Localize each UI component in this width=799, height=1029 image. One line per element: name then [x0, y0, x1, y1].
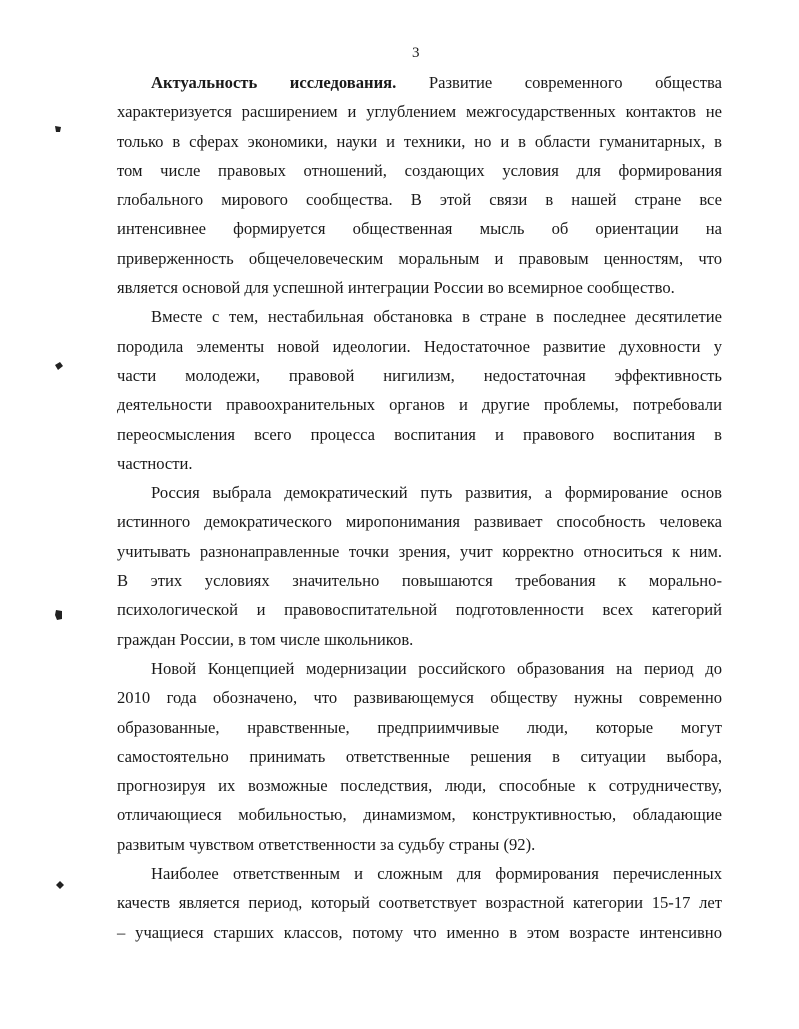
paragraph-line: В этих условиях значительно повышаются требования к морально-	[117, 571, 722, 591]
paragraph-line: части молодежи, правовой нигилизм, недостаточная эффективность	[117, 365, 722, 385]
paragraph-line: – учащиеся старших классов, потому что именно в этом возрасте интенсивно	[117, 922, 722, 942]
paragraph-line: качеств является период, который соответствует возрастной категории 15-17 лет	[117, 893, 722, 913]
paragraph-line: Новой Концепцией модернизации российского образования на период до	[151, 658, 722, 678]
margin-mark-1	[53, 124, 63, 134]
paragraph-line: Актуальность исследования. Развитие современного общества	[151, 73, 722, 92]
paragraph-line: учитывать разнонаправленные точки зрения, учит корректно относиться к ним.	[117, 541, 722, 561]
paragraph-line: глобального мирового сообщества. В этой связи в нашей стране все	[117, 190, 722, 210]
paragraph-line: Наиболее ответственным и сложным для формирования перечисленных	[151, 864, 722, 884]
paragraph-line: переосмысления всего процесса воспитания и правового воспитания в	[117, 424, 722, 444]
paragraph-line: образованные, нравственные, предприимчивые люди, которые могут	[117, 717, 722, 737]
paragraph-line: приверженность общечеловеческим моральным и правовым ценностям, что	[117, 248, 722, 268]
margin-mark-3	[54, 609, 64, 619]
body-text	[117, 68, 722, 947]
paragraph-line: развитым чувством ответственности за судьбу страны (92).	[117, 834, 536, 854]
paragraph-line: отличающиеся мобильностью, динамизмом, конструктивностью, обладающие	[117, 805, 722, 825]
paragraph-line: граждан России, в том числе школьников.	[117, 629, 414, 649]
paragraph-line: интенсивнее формируется общественная мысль об ориентации на	[117, 219, 722, 239]
paragraph-line: истинного демократического миропонимания развивает способность человека	[117, 512, 722, 532]
paragraph-line: только в сферах экономики, науки и техники, но и в области гуманитарных, в	[117, 131, 722, 151]
paragraph-1	[117, 68, 722, 302]
paragraph-line: Россия выбрала демократический путь развития, а формирование основ	[151, 483, 722, 503]
margin-mark-4	[55, 880, 65, 890]
lead-heading: Актуальность исследования.	[151, 73, 397, 92]
paragraph-line: является основой для успешной интеграции России во всемирное сообщество.	[117, 278, 675, 298]
paragraph-line: прогнозируя их возможные последствия, люди, способные к сотрудничеству,	[117, 776, 722, 796]
paragraph-line: психологической и правовоспитательной подготовленности всех категорий	[117, 600, 722, 620]
paragraph-line: породила элементы новой идеологии. Недостаточное развитие духовности у	[117, 336, 722, 356]
paragraph-line: частности.	[117, 453, 193, 473]
paragraph-4	[117, 654, 722, 859]
paragraph-line: 2010 года обозначено, что развивающемуся обществу нужны современно	[117, 688, 722, 708]
paragraph-line: самостоятельно принимать ответственные решения в ситуации выбора,	[117, 746, 722, 766]
paragraph-5	[117, 859, 722, 947]
paragraph-3	[117, 478, 722, 654]
paragraph-line: деятельности правоохранительных органов и другие проблемы, потребовали	[117, 395, 722, 415]
paragraph-line: характеризуется расширением и углублением межгосударственных контактов не	[117, 102, 722, 122]
margin-mark-2	[54, 361, 64, 371]
paragraph-line: том числе правовых отношений, создающих условия для формирования	[117, 160, 722, 180]
paragraph-line: Вместе с тем, нестабильная обстановка в стране в последнее десятилетие	[151, 307, 722, 327]
page-number: 3	[412, 45, 420, 61]
paragraph-2	[117, 302, 722, 478]
